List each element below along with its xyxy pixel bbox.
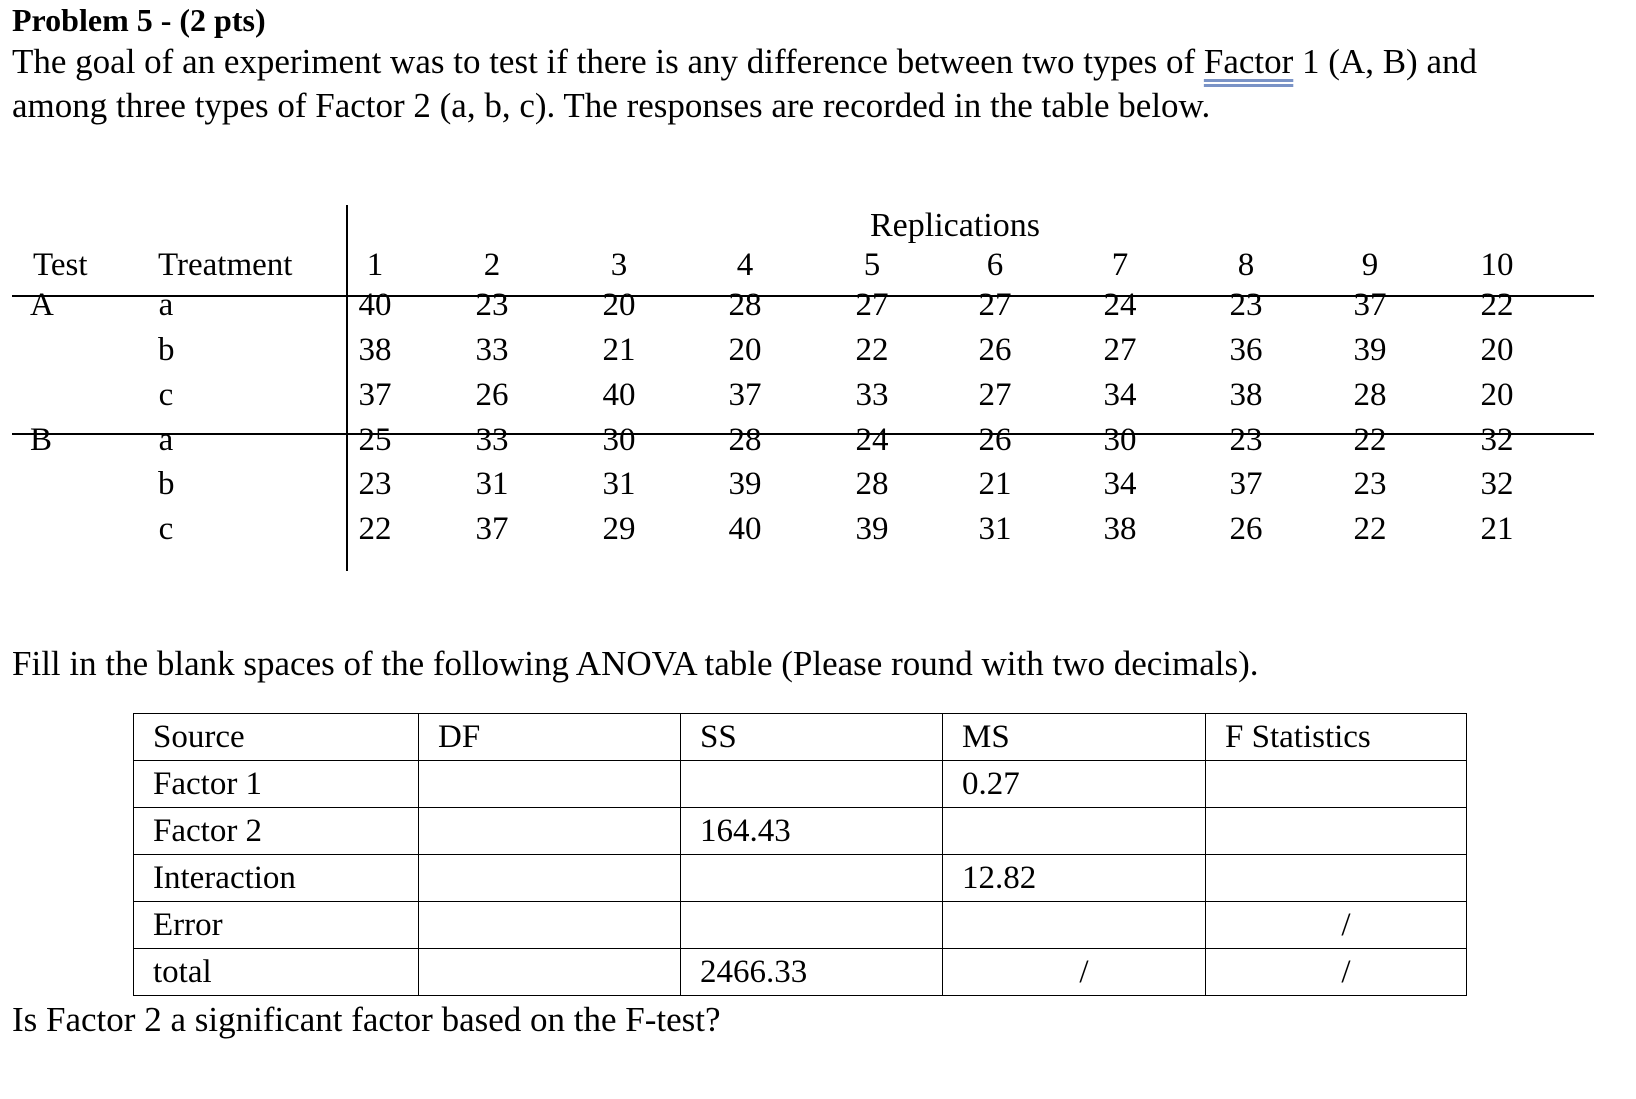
response-value: 26 [978, 332, 1012, 368]
significance-question: Is Factor 2 a significant factor based on the F-test? [12, 1000, 721, 1039]
response-value: 26 [475, 377, 509, 413]
anova-source-cell: total [134, 949, 419, 996]
response-value: 23 [1229, 287, 1263, 323]
anova-value-cell [943, 808, 1206, 855]
test-column-header: Test [33, 247, 88, 283]
response-value: 37 [1229, 466, 1263, 502]
response-value: 31 [978, 511, 1012, 547]
response-value: 28 [1353, 377, 1387, 413]
anova-row [134, 902, 1467, 949]
response-value: 38 [1229, 377, 1263, 413]
response-value: 37 [1353, 287, 1387, 323]
anova-value-cell [1206, 808, 1467, 855]
response-value: 34 [1103, 377, 1137, 413]
anova-value-cell [943, 902, 1206, 949]
response-value: 40 [358, 287, 392, 323]
intro-text-line-2: among three types of Factor 2 (a, b, c). The responses are recorded in the table below. [12, 86, 1211, 125]
response-value: 30 [1103, 422, 1137, 458]
response-value: 38 [1103, 511, 1137, 547]
treatment-label: b [158, 332, 175, 368]
response-value: 24 [855, 422, 889, 458]
intro-text-line-1 [12, 40, 1477, 84]
intro-text-part: 1 (A, B) and [1293, 42, 1477, 81]
response-value: 21 [978, 466, 1012, 502]
response-value: 27 [978, 377, 1012, 413]
response-value: 28 [855, 466, 889, 502]
anova-header-cell: DF [419, 714, 681, 761]
response-value: 20 [1480, 377, 1514, 413]
treatment-label: a [158, 287, 174, 323]
anova-header-row [134, 714, 1467, 761]
response-value: 40 [728, 511, 762, 547]
response-value: 24 [1103, 287, 1137, 323]
treatment-column-header: Treatment [158, 247, 293, 283]
treatment-label: c [158, 377, 174, 413]
anova-row [134, 855, 1467, 902]
response-value: 26 [1229, 511, 1263, 547]
anova-row [134, 949, 1467, 996]
response-value: 34 [1103, 466, 1137, 502]
anova-header-cell: F Statistics [1206, 714, 1467, 761]
response-value: 33 [475, 422, 509, 458]
replication-number: 1 [366, 247, 384, 283]
response-value: 23 [358, 466, 392, 502]
problem-title: Problem 5 - (2 pts) [12, 2, 266, 38]
spellcheck-underlined-word: Factor [1203, 42, 1294, 81]
response-value: 22 [1353, 422, 1387, 458]
response-value: 22 [1353, 511, 1387, 547]
response-value: 39 [728, 466, 762, 502]
anova-header-cell: Source [134, 714, 419, 761]
anova-instruction: Fill in the blank spaces of the following ANOVA table (Please round with two decimals). [12, 644, 1259, 683]
anova-value-cell [419, 761, 681, 808]
replication-number: 10 [1480, 247, 1514, 283]
response-value: 26 [978, 422, 1012, 458]
anova-table [133, 713, 1467, 996]
anova-value-cell [681, 855, 943, 902]
anova-value-cell: 12.82 [943, 855, 1206, 902]
anova-value-cell: / [1206, 949, 1467, 996]
test-label: A [30, 287, 54, 323]
anova-value-cell [1206, 855, 1467, 902]
anova-source-cell: Factor 1 [134, 761, 419, 808]
response-value: 40 [602, 377, 636, 413]
replication-number: 3 [610, 247, 628, 283]
response-value: 20 [602, 287, 636, 323]
response-value: 23 [1229, 422, 1263, 458]
response-value: 21 [1480, 511, 1514, 547]
anova-value-cell [1206, 761, 1467, 808]
intro-text-part: The goal of an experiment was to test if there is any difference between two types of [12, 42, 1204, 81]
anova-source-cell: Error [134, 902, 419, 949]
response-value: 37 [728, 377, 762, 413]
response-value: 20 [1480, 332, 1514, 368]
response-value: 27 [978, 287, 1012, 323]
anova-header-cell: SS [681, 714, 943, 761]
response-value: 33 [475, 332, 509, 368]
response-value: 28 [728, 422, 762, 458]
response-value: 38 [358, 332, 392, 368]
response-value: 37 [475, 511, 509, 547]
anova-row [134, 761, 1467, 808]
response-value: 33 [855, 377, 889, 413]
anova-value-cell [419, 808, 681, 855]
replication-number: 8 [1237, 247, 1255, 283]
response-value: 27 [1103, 332, 1137, 368]
anova-value-cell [681, 902, 943, 949]
response-value: 23 [1353, 466, 1387, 502]
replication-number: 4 [736, 247, 754, 283]
replication-number: 9 [1361, 247, 1379, 283]
response-value: 27 [855, 287, 889, 323]
replication-number: 7 [1111, 247, 1129, 283]
response-value: 30 [602, 422, 636, 458]
response-value: 32 [1480, 466, 1514, 502]
anova-row [134, 808, 1467, 855]
anova-value-cell: 2466.33 [681, 949, 943, 996]
anova-value-cell [419, 855, 681, 902]
response-value: 20 [728, 332, 762, 368]
response-value: 28 [728, 287, 762, 323]
replication-number: 6 [986, 247, 1004, 283]
response-value: 22 [1480, 287, 1514, 323]
response-value: 23 [475, 287, 509, 323]
anova-value-cell: / [943, 949, 1206, 996]
anova-source-cell: Interaction [134, 855, 419, 902]
response-value: 29 [602, 511, 636, 547]
replications-header: Replications [870, 207, 1040, 244]
anova-value-cell: 0.27 [943, 761, 1206, 808]
anova-value-cell [681, 761, 943, 808]
response-value: 32 [1480, 422, 1514, 458]
response-value: 39 [855, 511, 889, 547]
anova-value-cell [419, 949, 681, 996]
response-value: 25 [358, 422, 392, 458]
treatment-label: b [158, 466, 175, 502]
response-value: 36 [1229, 332, 1263, 368]
replication-number: 2 [483, 247, 501, 283]
replication-number: 5 [863, 247, 881, 283]
treatment-label: c [158, 511, 174, 547]
anova-source-cell: Factor 2 [134, 808, 419, 855]
treatment-label: a [158, 422, 174, 458]
response-value: 21 [602, 332, 636, 368]
response-value: 22 [358, 511, 392, 547]
response-value: 31 [602, 466, 636, 502]
anova-header-cell: MS [943, 714, 1206, 761]
test-label: B [30, 422, 53, 458]
response-value: 39 [1353, 332, 1387, 368]
anova-value-cell: / [1206, 902, 1467, 949]
response-value: 31 [475, 466, 509, 502]
anova-value-cell [419, 902, 681, 949]
response-value: 37 [358, 377, 392, 413]
response-value: 22 [855, 332, 889, 368]
anova-value-cell: 164.43 [681, 808, 943, 855]
